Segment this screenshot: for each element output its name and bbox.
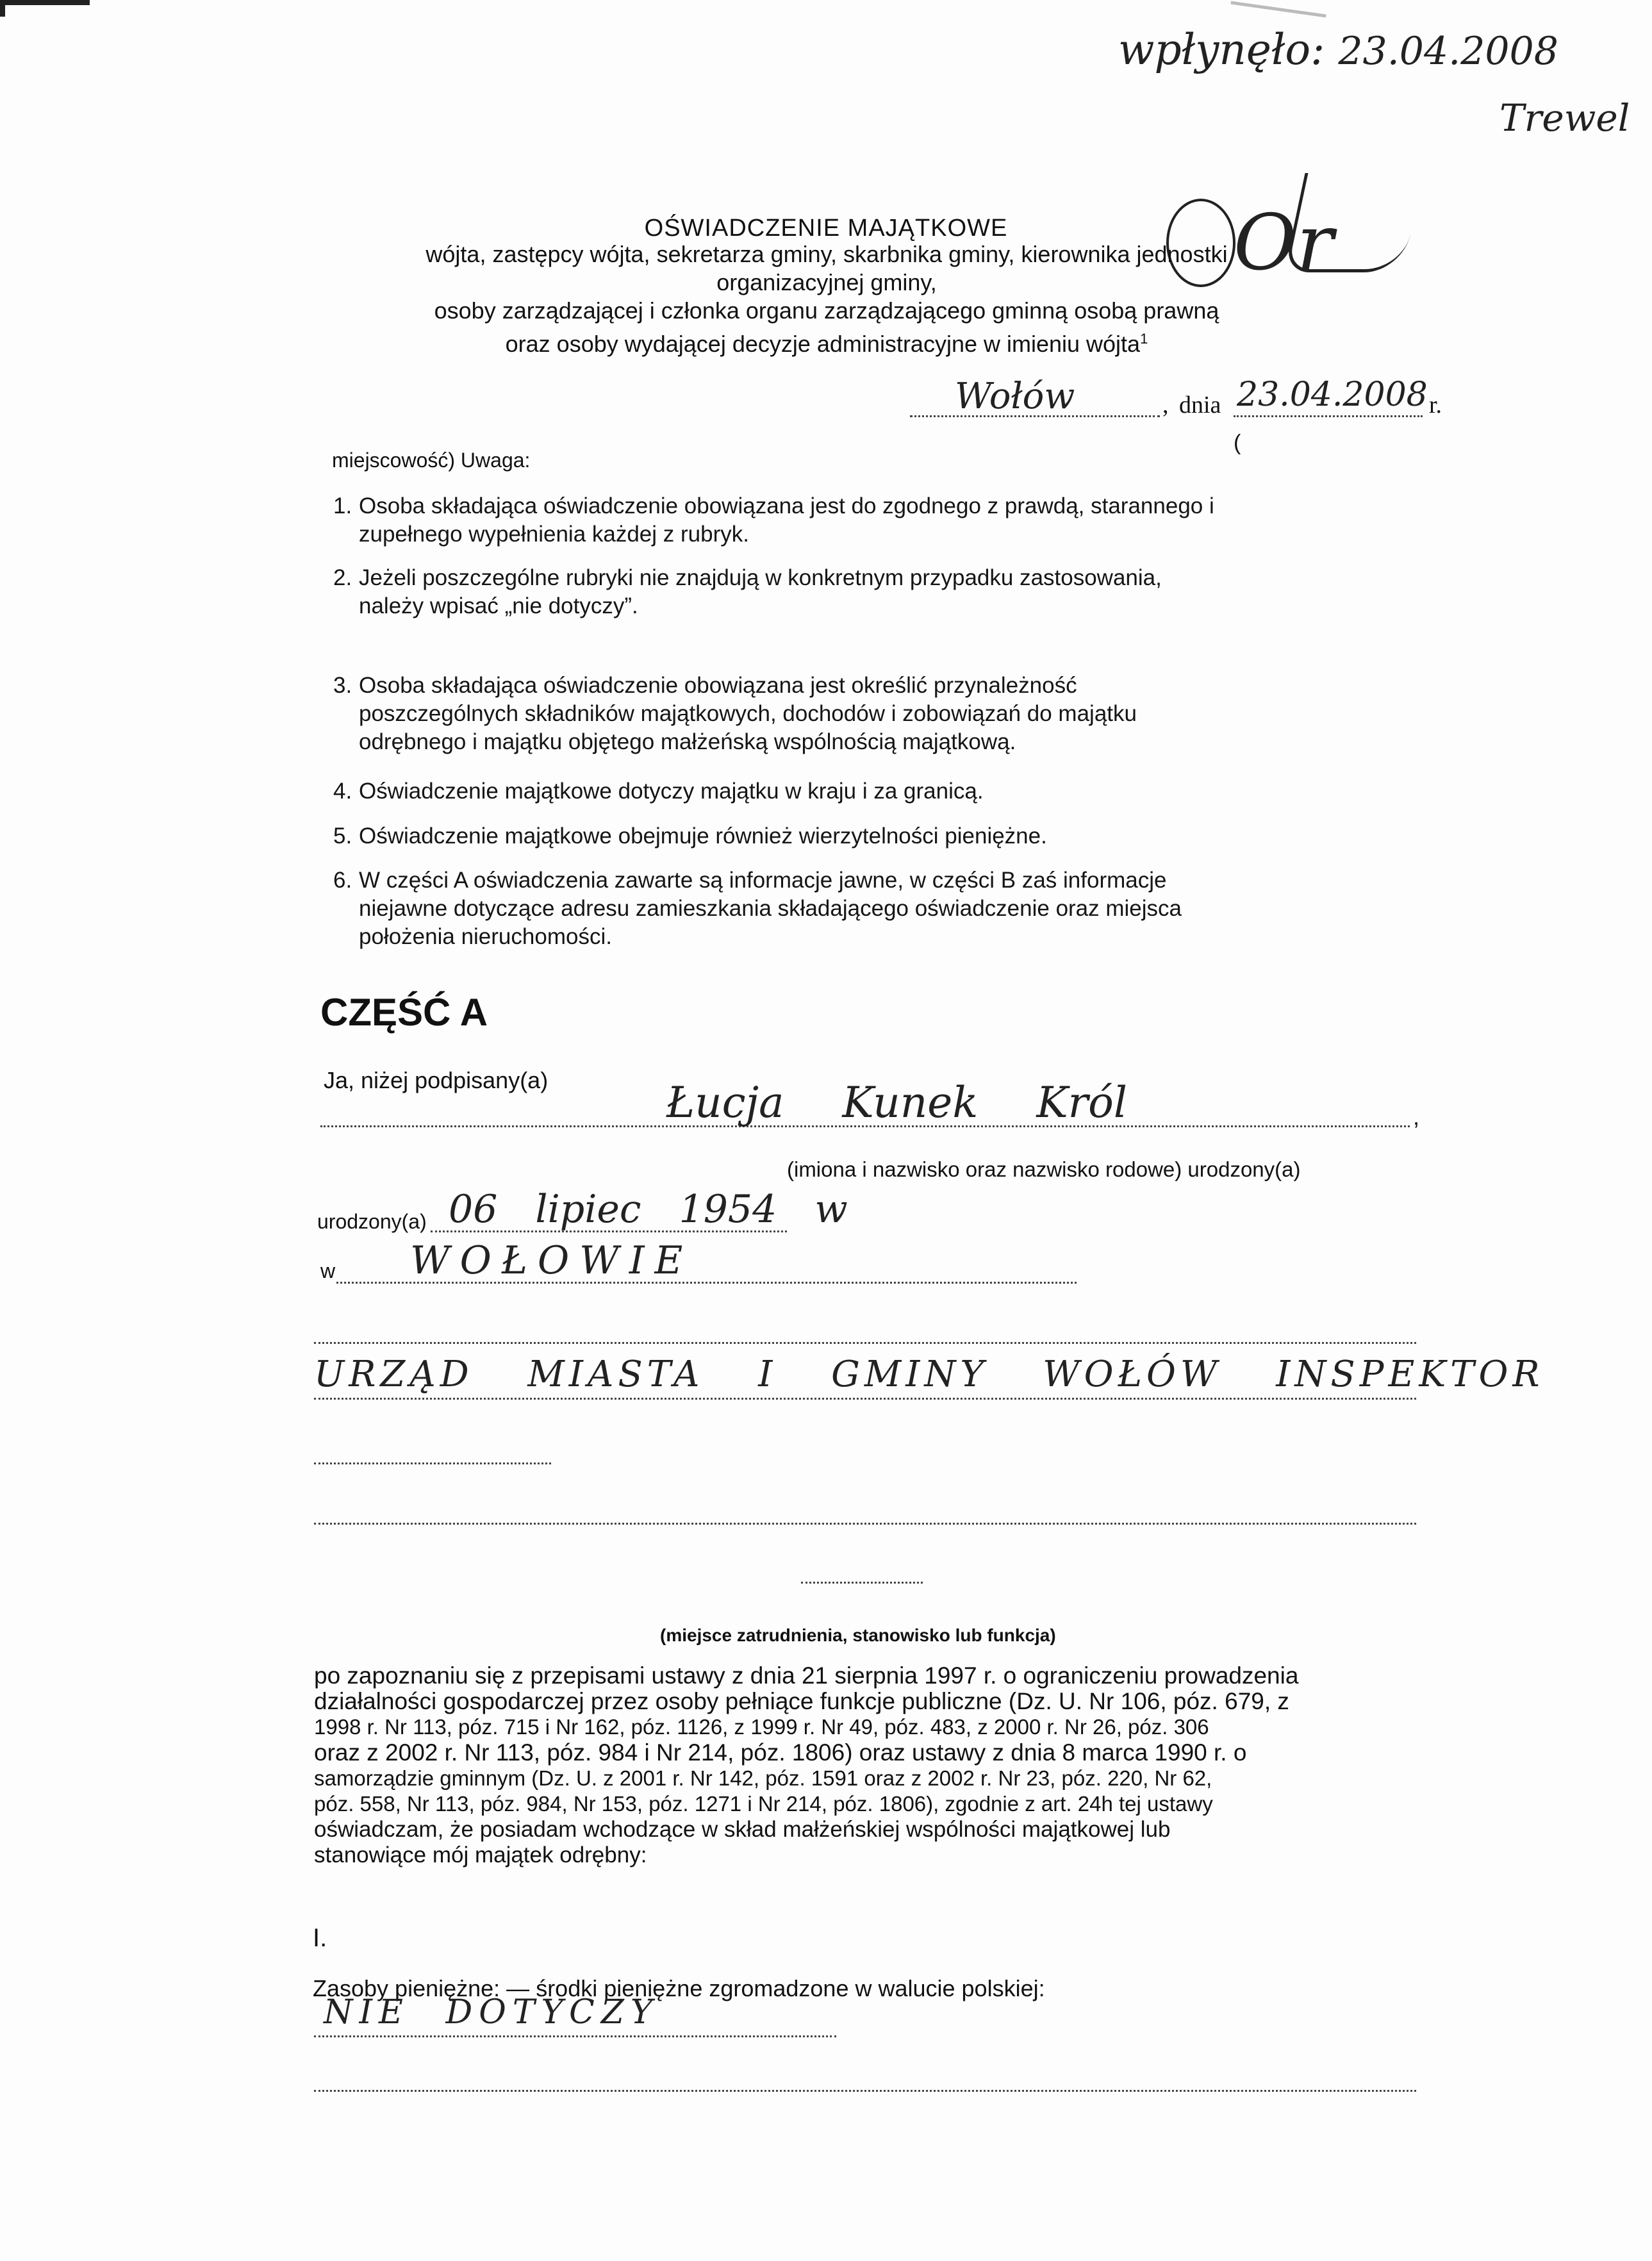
date-suffix: r. xyxy=(1429,392,1442,418)
body-paragraph xyxy=(314,1663,1442,1868)
employment-field xyxy=(314,1439,551,1464)
subtitle-line: oraz osoby wydającej decyzje administracyjne w imieniu wójta$^1$ xyxy=(505,331,1148,357)
footnote-marker: 1 xyxy=(1140,331,1148,347)
place-separator: , xyxy=(1162,392,1169,418)
received-signature: Trewel xyxy=(1499,96,1630,140)
received-note xyxy=(1118,26,1558,76)
note-number: 6. xyxy=(333,868,352,893)
subtitle-line: osoby zarządzającej i członka organu zarządzającego gminną osobą prawną xyxy=(434,297,1219,324)
paragraph-line: oraz z 2002 r. Nr 113, póz. 984 i Nr 214, póz. 1806) oraz ustawy z dnia 8 marca 1990 r. o xyxy=(314,1739,1247,1766)
document-subtitle xyxy=(192,240,1461,358)
place-date-line xyxy=(910,376,1474,423)
subtitle-line: wójta, zastępcy wójta, sekretarza gminy, skarbnika gminy, kierownika jednostki xyxy=(425,241,1228,267)
place-caption-paren: ( xyxy=(1234,431,1241,455)
employment-value: URZĄD MIASTA I GMINY WOŁÓW INSPEKTOR xyxy=(314,1354,1544,1395)
name-caption: (imiona i nazwisko oraz nazwisko rodowe) urodzony(a) xyxy=(787,1157,1301,1181)
paragraph-line: działalności gospodarczej przez osoby pełniące funkcje publiczne (Dz. U. Nr 106, póz. 679, z xyxy=(314,1688,1289,1714)
place-value: Wołów xyxy=(955,376,1075,417)
section-value-field xyxy=(314,2067,1416,2092)
received-text: wpłynęło: xyxy=(1118,25,1325,74)
section-numeral: I. xyxy=(313,1924,327,1952)
received-date: 23.04.2008 xyxy=(1338,29,1558,74)
scan-streak xyxy=(1230,1,1326,18)
date-label: dnia xyxy=(1179,392,1221,418)
section-value: NIE DOTYCZY xyxy=(324,1993,659,2032)
section-label: Zasoby pieniężne: — środki pieniężne zgromadzone w walucie polskiej: xyxy=(313,1975,1045,2001)
scan-corner-mark xyxy=(0,0,90,5)
born-value: 06 lipiec 1954 w xyxy=(449,1187,848,1232)
employment-field xyxy=(314,1500,1416,1525)
part-a-heading: CZĘŚĆ A xyxy=(320,991,488,1034)
mark-text: Or xyxy=(1234,199,1334,288)
employment-field xyxy=(801,1559,923,1584)
paragraph-line: po zapoznaniu się z przepisami ustawy z dnia 21 sierpnia 1997 r. o ograniczeniu prowadzenia xyxy=(314,1662,1299,1689)
note-number: 1. xyxy=(333,493,352,518)
note-number: 5. xyxy=(333,824,352,849)
subtitle-line: organizacyjnej gminy, xyxy=(716,269,937,295)
note-number: 4. xyxy=(333,779,352,804)
paragraph-line: póz. 558, Nr 113, póz. 984, Nr 153, póz. 1271 i Nr 214, póz. 1806), zgodnie z art. 24h tej ustawy xyxy=(314,1792,1213,1816)
name-separator: , xyxy=(1413,1104,1420,1130)
paragraph-line: samorządzie gminnym (Dz. U. z 2001 r. Nr 142, póz. 1591 oraz z 2002 r. Nr 23, póz. 220, Nr 62, xyxy=(314,1766,1212,1790)
note-item: 1. Osoba składająca oświadczenie obowiązana jest do zgodnego z prawdą, starannego i zupełnego wypełnienia każdej z rubryk. xyxy=(333,493,1214,547)
note-item: 3. Osoba składająca oświadczenie obowiązana jest określić przynależność poszczególnych składników majątkowych, dochodów i zobowiązań do majątku odrębnego i majątku objętego małżeńską wspólnością majątkową. xyxy=(333,673,1137,754)
date-value: 23.04.2008 xyxy=(1237,376,1428,414)
note-number: 3. xyxy=(333,673,352,698)
note-item: 4. Oświadczenie majątkowe dotyczy majątku w kraju i za granicą. xyxy=(359,777,1435,806)
signed-label: Ja, niżej podpisany(a) xyxy=(324,1067,549,1093)
in-label: w xyxy=(320,1259,336,1282)
employment-caption: (miejsce zatrudnienia, stanowisko lub funkcja) xyxy=(660,1625,1056,1645)
born-label: urodzony(a) xyxy=(317,1210,427,1233)
scan-corner-mark xyxy=(0,0,5,17)
paragraph-line: stanowiące mój majątek odrębny: xyxy=(314,1843,647,1868)
note-item: 2. Jeżeli poszczególne rubryki nie znajdują w konkretnym przypadku zastosowania, należy wpisać „nie dotyczy”. xyxy=(333,565,1162,618)
in-value: WOŁOWIE xyxy=(410,1238,693,1283)
name-value: Łucja Kunek Król xyxy=(666,1078,1128,1127)
note-item: 6. W części A oświadczenia zawarte są informacje jawne, w części B zaś informacje niejawne dotyczące adresu zamieszkania składającego oświadczenie oraz miejsca położenia nieruchomości. xyxy=(333,868,1182,949)
paragraph-line: 1998 r. Nr 113, póz. 715 i Nr 162, póz. 1126, z 1999 r. Nr 49, póz. 483, z 2000 r. Nr 26, póz. 306 xyxy=(314,1715,1209,1739)
note-number: 2. xyxy=(333,565,352,590)
note-item: 5. Oświadczenie majątkowe obejmuje również wierzytelności pieniężne. xyxy=(359,822,1435,850)
document-title: OŚWIADCZENIE MAJĄTKOWE xyxy=(644,215,1008,242)
place-caption: miejscowość) Uwaga: xyxy=(332,449,531,472)
employment-field xyxy=(314,1319,1416,1344)
paragraph-line: oświadczam, że posiadam wchodzące w skład małżeńskiej wspólności majątkowej lub xyxy=(314,1817,1171,1842)
